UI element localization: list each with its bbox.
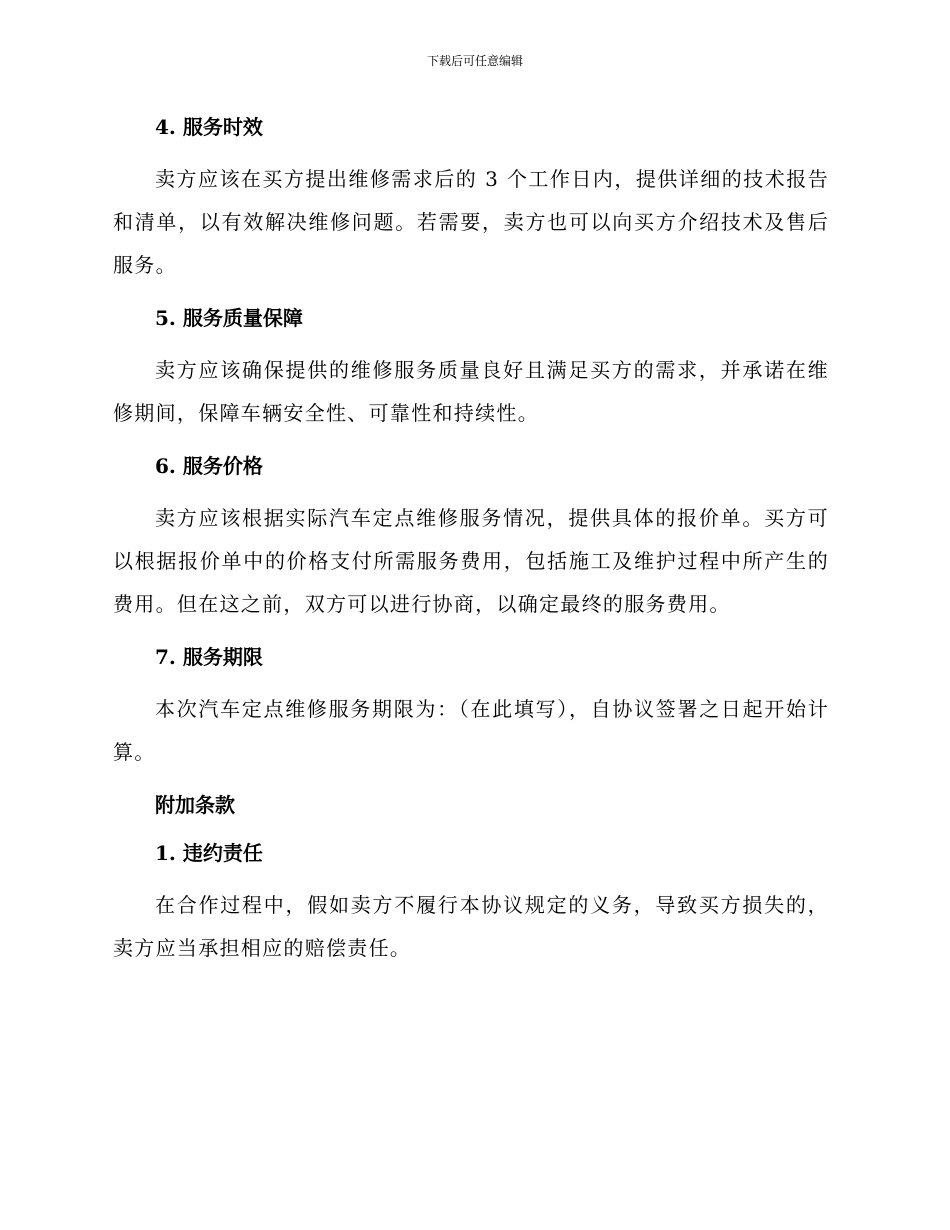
section-heading-service-quality: 5. 服务质量保障 <box>155 306 303 330</box>
section-body-breach-liability: 在合作过程中，假如卖方不履行本协议规定的义务，导致买方损失的，卖方应当承担相应的赔偿责任。 <box>113 893 829 960</box>
section-body-service-term: 本次汽车定点维修服务期限为：（在此填写），自协议签署之日起开始计算。 <box>113 697 829 764</box>
appendix-title: 附加条款 <box>155 793 235 817</box>
section-body-service-timeliness: 卖方应该在买方提出维修需求后的 3 个工作日内，提供详细的技术报告和清单，以有效解决维修问题。若需要，卖方也可以向买方介绍技术及售后服务。 <box>113 167 829 277</box>
section-heading-service-price: 6. 服务价格 <box>155 454 263 478</box>
section-heading-breach-liability: 1. 违约责任 <box>155 841 263 865</box>
section-body-service-price: 卖方应该根据实际汽车定点维修服务情况，提供具体的报价单。买方可以根据报价单中的价格支付所需服务费用，包括施工及维护过程中所产生的费用。但在这之前，双方可以进行协商，以确定最终的服务费用。 <box>113 506 829 616</box>
section-body-service-quality: 卖方应该确保提供的维修服务质量良好且满足买方的需求，并承诺在维修期间，保障车辆安全性、可靠性和持续性。 <box>113 358 829 425</box>
page-header: 下载后可任意编辑 <box>426 54 523 68</box>
section-heading-service-timeliness: 4. 服务时效 <box>155 115 263 139</box>
section-heading-service-term: 7. 服务期限 <box>155 645 263 669</box>
document-body <box>113 110 829 984</box>
